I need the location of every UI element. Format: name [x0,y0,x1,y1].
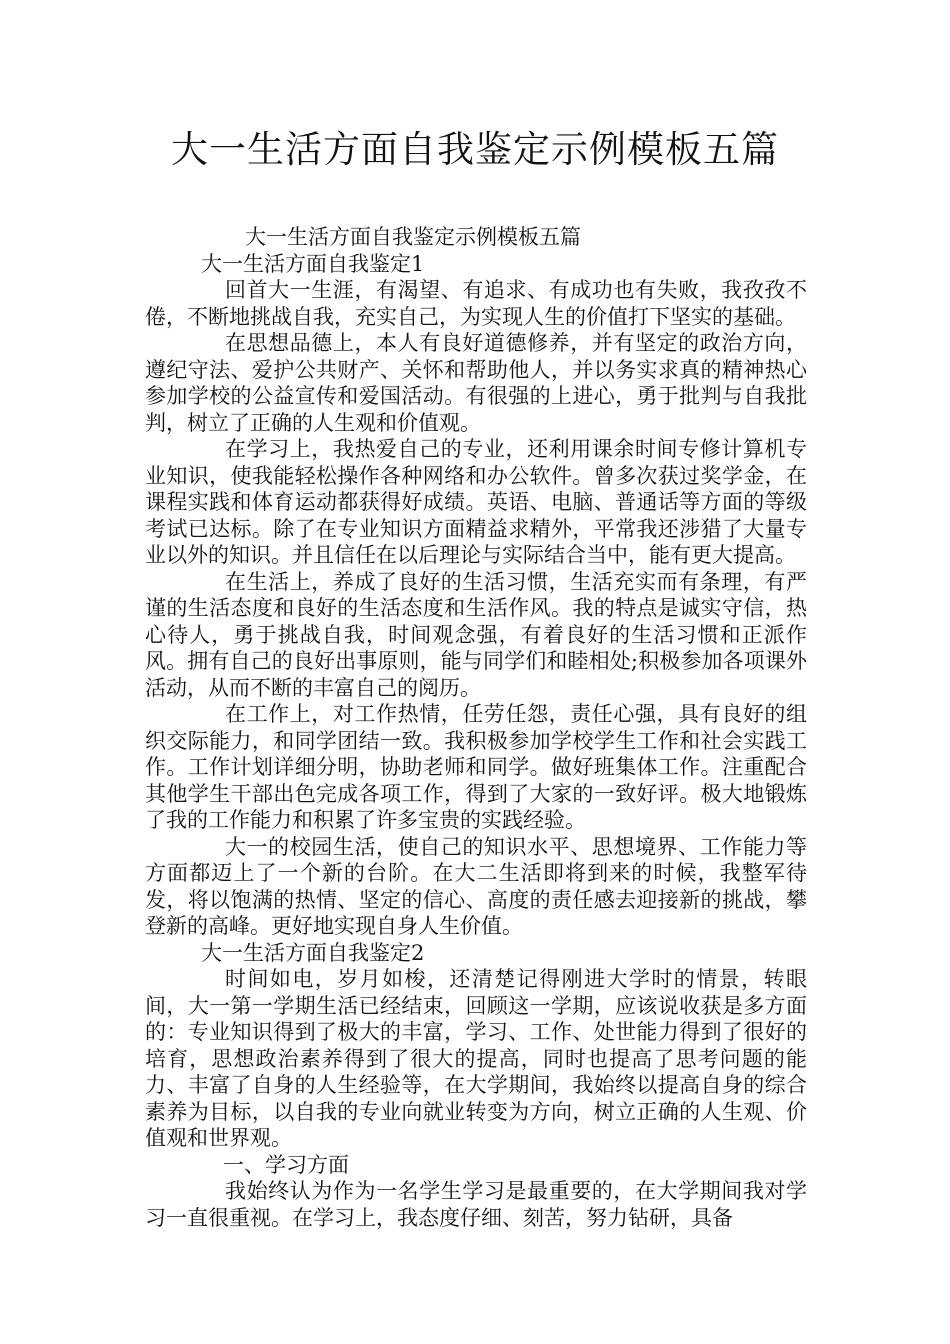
paragraph: 在学习上，我热爱自己的专业，还利用课余时间专修计算机专业知识，使我能轻松操作各种网络和办公软件。曾多次获过奖学金，在课程实践和体育运动都获得好成绩。英语、电脑、普通话等方面的等级考试已达标。除了在专业知识方面精益求精外，平常我还涉猎了大量专业以外的知识。并且信任在以后理论与实际结合当中，能有更大提高。 [145,437,807,567]
paragraph: 回首大一生涯，有渴望、有追求、有成功也有失败，我孜孜不倦，不断地挑战自我，充实自己，为实现人生的价值打下坚实的基础。 [145,278,807,329]
document-subtitle: 大一生活方面自我鉴定示例模板五篇 [245,225,581,249]
paragraph: 我始终认为作为一名学生学习是最重要的，在大学期间我对学习一直很重视。在学习上，我态度仔细、刻苦，努力钻研，具备 [145,1179,807,1230]
paragraph: 在生活上，养成了良好的生活习惯，生活充实而有条理，有严谨的生活态度和良好的生活态度和生活作风。我的特点是诚实守信，热心待人，勇于挑战自我，时间观念强，有着良好的生活习惯和正派作风。拥有自己的良好出事原则，能与同学们和睦相处;积极参加各项课外活动，从而不断的丰富自己的阅历。 [145,569,807,700]
section-heading-1: 大一生活方面自我鉴定1 [201,251,425,276]
paragraph: 时间如电，岁月如梭，还清楚记得刚进大学时的情景，转眼间，大一第一学期生活已经结束，回顾这一学期，应该说收获是多方面的：专业知识得到了极大的丰富，学习、工作、处世能力得到了很好的培育，思想政治素养得到了很大的提高，同时也提高了思考问题的能力、丰富了自身的人生经验等，在大学期间，我始终以提高自身的综合素养为目标，以自我的专业向就业转变为方向，树立正确的人生观、价值观和世界观。 [145,967,807,1150]
paragraph: 在工作上，对工作热情，任劳任怨，责任心强，具有良好的组织交际能力，和同学团结一致。我积极参加学校学生工作和社会实践工作。工作计划详细分明，协助老师和同学。做好班集体工作。注重配合其他学生干部出色完成各项工作，得到了大家的一致好评。极大地锻炼了我的工作能力和积累了许多宝贵的实践经验。 [145,702,807,832]
paragraph: 在思想品德上，本人有良好道德修养，并有坚定的政治方向，遵纪守法、爱护公共财产、关怀和帮助他人，并以务实求真的精神热心参加学校的公益宣传和爱国活动。有很强的上进心，勇于批判与自我批判，树立了正确的人生观和价值观。 [145,331,807,435]
subsection-heading: 一、学习方面 [223,1152,349,1177]
document-body [145,224,807,1231]
paragraph: 大一的校园生活，使自己的知识水平、思想境界、工作能力等方面都迈上了一个新的台阶。在大二生活即将到来的时候，我整军待发，将以饱满的热情、坚定的信心、高度的责任感去迎接新的挑战，攀登新的高峰。更好地实现自身人生价值。 [145,834,807,938]
document-title: 大一生活方面自我鉴定示例模板五篇 [171,128,779,171]
section-heading-2: 大一生活方面自我鉴定2 [201,940,425,965]
